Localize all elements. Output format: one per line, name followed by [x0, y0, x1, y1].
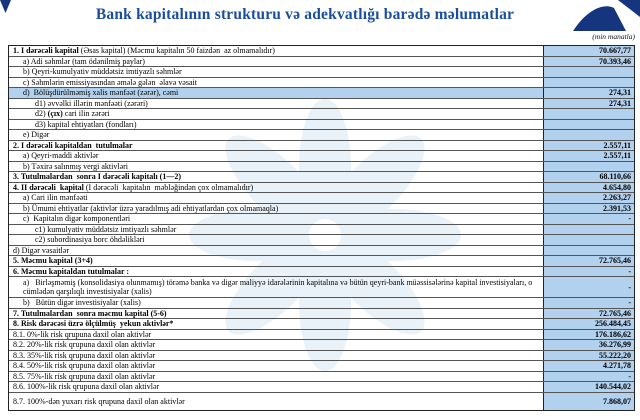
row-value: 4.654,80	[543, 183, 634, 193]
row-label: d) Digər vəsaitlər	[13, 245, 69, 255]
row-label: 5. Məcmu kapital (3+4)	[13, 256, 93, 266]
row-value: 274,31	[543, 99, 634, 109]
row-value: -	[543, 277, 634, 297]
table-row	[9, 267, 634, 278]
table-row	[9, 256, 634, 267]
row-value: 55.222,20	[543, 351, 634, 361]
table-row	[9, 246, 634, 257]
row-value: 70.393,46	[543, 57, 634, 67]
row-label: e) Digər	[23, 130, 50, 140]
table-row	[9, 109, 634, 120]
row-label: b) Qeyri-kumulyativ müddətsiz imtiyazlı səhmlər	[23, 67, 182, 77]
table-row	[9, 309, 634, 320]
row-label: a) Adi səhmlər (tam ödənilmiş paylar)	[23, 56, 145, 66]
row-label: 2. I dərəcəli kapitaldan tutulmalar	[13, 140, 133, 150]
table-row	[9, 204, 634, 215]
row-value	[543, 225, 634, 235]
row-label: d1) əvvəlki illərin mənfəəti (zərəri)	[35, 98, 148, 108]
row-label: b) Təxirə salınmış vergi aktivləri	[23, 161, 129, 171]
row-label: a) Birləşməmiş (konsolidasiya olunmamış) törəmə banka və digər maliyyə idarələrinin kapitalına və bütün qeyri-bank müəssisələrinə kapital investisiyaları, o cümlədən qarşılıqlı investisiyalar (xalis)	[23, 278, 535, 296]
row-label: 8.3. 35%-lik risk qrupuna daxil olan aktivlər	[13, 350, 156, 360]
row-value	[543, 120, 634, 130]
table-row	[9, 57, 634, 68]
row-value: 72.765,46	[543, 256, 634, 266]
row-value: 2.391,53	[543, 204, 634, 214]
table-row	[9, 330, 634, 341]
row-value: 4.271,78	[543, 361, 634, 371]
row-label: 8.1. 0%-lik risk qrupuna daxil olan aktivlər	[13, 329, 152, 339]
row-value: 176.186,62	[543, 330, 634, 340]
table-row	[9, 235, 634, 246]
row-label: d2) (çıx) cari ilin zərəri	[35, 109, 110, 119]
row-label: d3) kapital ehtiyatları (fondları)	[35, 119, 137, 129]
row-value: 274,31	[543, 88, 634, 98]
row-value	[543, 246, 634, 256]
row-label: 8.2. 20%-lik risk qrupuna daxil olan aktivlər	[13, 340, 156, 350]
table-row	[9, 99, 634, 110]
table-row	[9, 382, 634, 393]
table-row	[9, 151, 634, 162]
row-label: c) Kapitalın digər komponentləri	[23, 214, 131, 224]
table-row	[9, 141, 634, 152]
row-value: -	[543, 298, 634, 308]
table-row	[9, 319, 634, 330]
row-label: 8.6. 100%-lik risk qrupuna daxil olan aktivlər	[13, 382, 160, 392]
row-value: 256.484,45	[543, 319, 634, 329]
capital-table	[8, 45, 635, 411]
table-row	[9, 162, 634, 173]
row-value: 2.263,27	[543, 193, 634, 203]
table-row	[9, 67, 634, 78]
row-value: -	[543, 267, 634, 277]
row-label: b) Bütün digər investisiyalar (xalis)	[23, 298, 141, 308]
row-label: c) Səhmlərin emissiyasından əmələ gələn əlavə vəsait	[23, 77, 197, 87]
row-value	[543, 130, 634, 140]
unit-note: (min manatla)	[592, 32, 635, 41]
table-row	[9, 120, 634, 131]
row-value: 68.110,66	[543, 172, 634, 182]
row-label: 8. Risk dərəcəsi üzrə ölçülmüş yekun aktivlər*	[13, 319, 174, 329]
row-label: c2) subordinasiya borc öhdəlikləri	[35, 235, 145, 245]
row-value: 140.544,02	[543, 382, 634, 392]
row-value	[543, 235, 634, 245]
table-row	[9, 88, 634, 99]
table-row	[9, 361, 634, 372]
table-row	[9, 172, 634, 183]
table-row	[9, 351, 634, 362]
table-row	[9, 214, 634, 225]
table-row	[9, 130, 634, 141]
row-value: 2.557,11	[543, 151, 634, 161]
row-value	[543, 67, 634, 77]
row-value	[543, 109, 634, 119]
row-value: 2.557,11	[543, 141, 634, 151]
row-value: -	[543, 214, 634, 224]
table-row	[9, 78, 634, 89]
table-row	[9, 277, 634, 298]
row-value	[543, 78, 634, 88]
row-value: 36.276,99	[543, 340, 634, 350]
row-label: 1. I dərəcəli kapital (Əsas kapital) (Məcmu kapitalın 50 faizdən az olmamalıdır)	[13, 46, 275, 56]
row-value: 72.765,46	[543, 309, 634, 319]
table-row	[9, 372, 634, 383]
row-label: 4. II dərəcəli kapital (I dərəcəli kapitalın məbləğindən çox olmamalıdır)	[13, 182, 254, 192]
row-label: d) Bölüşdürülməmiş xalis mənfəət (zərər), cəmi	[9, 88, 543, 98]
table-row	[9, 193, 634, 204]
row-value: -	[543, 372, 634, 382]
row-label: b) Ümumi ehtiyatlar (aktivlər üzrə yaradılmış adi ehtiyatlardan çox olmamaqla)	[23, 203, 279, 213]
table-row	[9, 393, 634, 410]
table-row	[9, 298, 634, 309]
row-value: 7.868,07	[543, 393, 634, 410]
row-label: a) Qeyri-maddi aktivlər	[23, 151, 99, 161]
table-row	[9, 340, 634, 351]
row-label: 8.5. 75%-lik risk qrupuna daxil olan aktivlər	[13, 371, 156, 381]
row-label: c1) kumulyativ müddətsiz imtiyazlı səhmlər	[35, 224, 177, 234]
row-label: 8.4. 50%-lik risk qrupuna daxil olan aktivlər	[13, 361, 156, 371]
table-row	[9, 183, 634, 194]
table-row	[9, 225, 634, 236]
page-title: Bank kapitalının strukturu və adekvatlığı barədə məlumatlar	[95, 6, 515, 23]
row-label: 8.7. 100%-dən yuxarı risk qrupuna daxil olan aktivlər	[13, 396, 185, 406]
table-row	[9, 46, 634, 57]
row-label: 3. Tutulmalardan sonra I dərəcəli kapitalı (1—2)	[13, 172, 182, 182]
row-label: 7. Tutulmalardan sonra məcmu kapital (5-6)	[13, 308, 167, 318]
row-value	[543, 162, 634, 172]
row-label: a) Cari ilin mənfəəti	[23, 193, 88, 203]
bank-logo-swoosh-icon	[572, 0, 640, 33]
row-label: 6. Məcmu kapitaldan tutulmalar :	[13, 266, 130, 276]
row-value: 70.667,77	[543, 46, 634, 56]
